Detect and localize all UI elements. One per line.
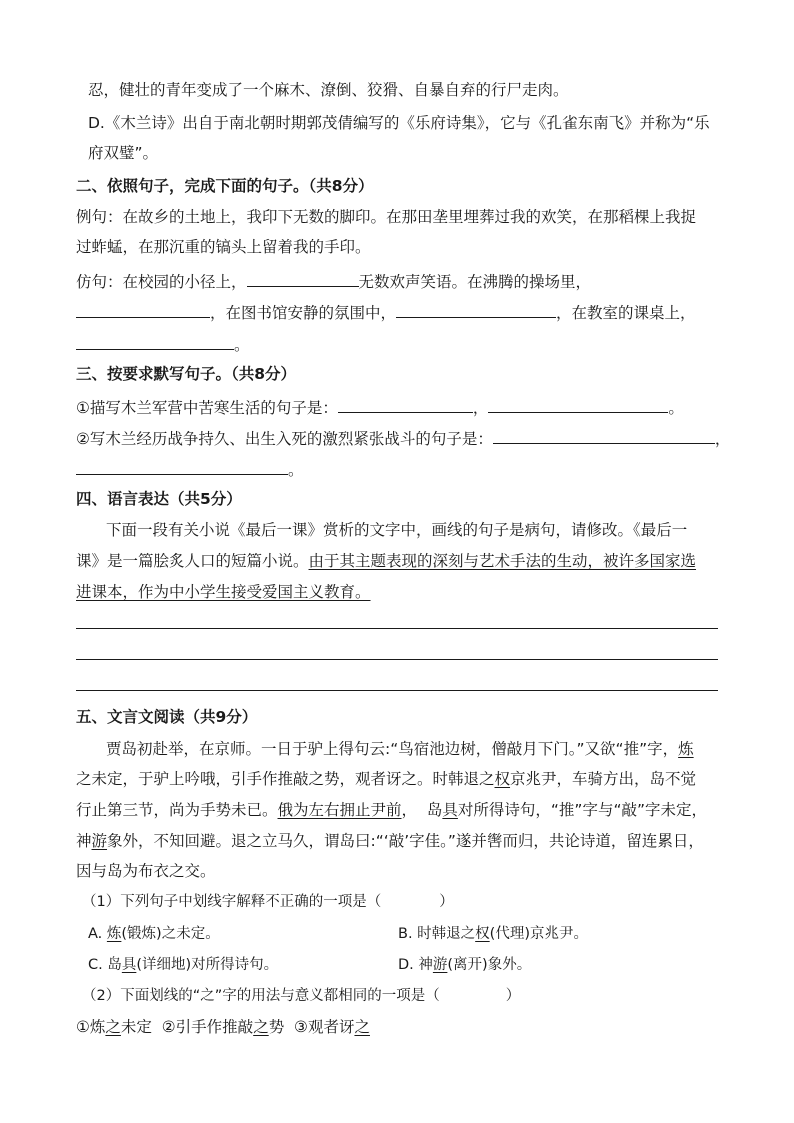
- recite-q1-blank-b[interactable]: [488, 396, 668, 413]
- recite-q2-end: 。: [288, 461, 304, 479]
- option-a: [88, 924, 220, 944]
- item-3-zhi: 之: [354, 1018, 370, 1036]
- question-1-text: （1）下列句子中划线字解释不正确的一项是（: [82, 894, 382, 910]
- underlined-char-quan: 权: [494, 770, 511, 788]
- question-2-items: [76, 1017, 370, 1037]
- classical-text-l3e: 对所得诗句，“推”字与“敲”字未定，: [457, 801, 708, 819]
- answer-blank-2[interactable]: [76, 301, 210, 318]
- underlined-phrase: 俄为左右拥止尹前: [277, 801, 402, 819]
- answer-line-3[interactable]: [76, 690, 718, 691]
- option-c-char: 具: [121, 957, 137, 973]
- imitation-text-a: 仿句：在校园的小径上，: [76, 273, 247, 291]
- classical-text-line1: [106, 739, 694, 759]
- question-2-close: ）: [505, 988, 521, 1004]
- recite-q2-blank-b[interactable]: [76, 458, 288, 475]
- underlined-char-you: 游: [91, 832, 108, 850]
- option-c: [88, 955, 278, 975]
- classical-text-l4c: 象外，不知回避。退之立马久，谓岛曰:“‘敲’字佳。”遂并辔而归，共论诗道，留连累日，: [107, 832, 704, 850]
- sec1-continued-line: 忍，健壮的青年变成了一个麻木、潦倒、狡猾、自暴自弃的行尸走肉。: [88, 81, 569, 99]
- classical-text-l2a: 之未定，于驴上吟哦，引手作推敲之势，观者讶之。时韩退之: [76, 770, 495, 788]
- answer-blank-4[interactable]: [76, 333, 234, 350]
- answer-blank-3[interactable]: [396, 301, 556, 318]
- option-a-text: (锻炼)之未定。: [121, 926, 220, 942]
- faulty-sentence-part2: 进课本，作为中小学生接受爱国主义教育。: [76, 583, 371, 601]
- classical-text-line2: [76, 769, 696, 789]
- classical-text-line3: [76, 800, 707, 820]
- option-d-line2: 府双璧”。: [88, 144, 159, 162]
- question-1-close: ）: [439, 894, 454, 910]
- option-c-text: (详细地)对所得诗句。: [136, 957, 279, 973]
- expression-para-line2: [76, 551, 696, 571]
- item-2-a: 未定 ②引手作推敲: [120, 1018, 254, 1036]
- item-2-zhi: 之: [253, 1018, 269, 1036]
- option-b-text: (代理)京兆尹。: [489, 926, 588, 942]
- imitation-line3: [76, 333, 250, 355]
- section-4-heading: 四、语言表达（共5分）: [76, 490, 242, 508]
- recite-q2-blank-a[interactable]: [493, 427, 715, 444]
- item-1-a: ①炼: [76, 1018, 106, 1036]
- expression-plain-text: 课》是一篇脍炙人口的短篇小说。: [76, 552, 309, 570]
- option-c-label: C. 岛: [88, 957, 122, 973]
- imitation-text-d: ，在教室的课桌上，: [556, 304, 696, 322]
- option-d: [398, 955, 531, 975]
- question-2-text: （2）下面划线的“之”字的用法与意义都相同的一项是（: [82, 988, 440, 1004]
- recite-q1-sep: ，: [472, 399, 489, 417]
- example-line2: 过蚱蜢，在那沉重的镐头上留着我的手印。: [76, 238, 371, 256]
- recite-q1-blank-a[interactable]: [338, 396, 473, 413]
- imitation-line2: [76, 301, 696, 323]
- classical-text-l3c: ， 岛: [401, 801, 443, 819]
- option-d-char: 游: [432, 957, 448, 973]
- faulty-sentence-part1: 由于其主题表现的深刻与艺术手法的生动，被许多国家选: [308, 552, 697, 570]
- item-3-a: 势 ③观者讶: [268, 1018, 355, 1036]
- classical-text-line4: [76, 831, 704, 851]
- recite-q2-sep: ，: [714, 430, 731, 448]
- option-a-label: A.: [88, 926, 107, 942]
- underlined-char-lian: 炼: [678, 740, 694, 758]
- section-5-heading: 五、文言文阅读（共9分）: [76, 708, 258, 726]
- underlined-char-ju: 具: [442, 801, 458, 819]
- recite-q2: [76, 427, 730, 449]
- option-b-char: 权: [475, 926, 490, 942]
- option-b-label: B. 时韩退之: [398, 926, 476, 942]
- answer-line-2[interactable]: [76, 659, 718, 660]
- example-line1: 例句：在故乡的土地上，我印下无数的脚印。在那田垄里埋葬过我的欢笑，在那稻棵上我捉: [76, 208, 697, 226]
- answer-blank-1[interactable]: [247, 270, 359, 287]
- answer-line-1[interactable]: [76, 628, 718, 629]
- section-2-heading: 二、依照句子，完成下面的句子。（共8分）: [76, 177, 374, 195]
- imitation-text-b: 无数欢声笑语。在沸腾的操场里，: [358, 273, 592, 291]
- imitation-line1: [76, 270, 591, 292]
- option-d-label: D. 神: [398, 957, 433, 973]
- recite-q1-end: 。: [668, 399, 684, 417]
- option-d-text: (离开)象外。: [447, 957, 532, 973]
- classical-text-l2c: 京兆尹，车骑方出，岛不觉: [510, 770, 697, 788]
- classical-text-l4a: 神: [76, 832, 92, 850]
- classical-text-line5: 因与岛为布衣之交。: [76, 862, 216, 880]
- option-a-char: 炼: [106, 926, 122, 942]
- question-1: [82, 892, 454, 912]
- recite-q2-cont: [76, 458, 304, 480]
- imitation-text-e: 。: [234, 336, 250, 354]
- item-1-zhi: 之: [105, 1018, 121, 1036]
- classical-text-l3a: 行止第三节，尚为手势未已。: [76, 801, 278, 819]
- section-3-heading: 三、按要求默写句子。（共8分）: [76, 365, 297, 383]
- expression-para-line1: 下面一段有关小说《最后一课》赏析的文字中，画线的句子是病句，请修改。《最后一: [106, 521, 688, 539]
- recite-q1-prompt: ①描写木兰军营中苦寒生活的句子是：: [76, 399, 338, 417]
- imitation-text-c: ，在图书馆安静的氛围中，: [210, 304, 397, 322]
- option-d-line1: D.《木兰诗》出自于南北朝时期郭茂倩编写的《乐府诗集》，它与《孔雀东南飞》并称为“乐: [88, 114, 710, 132]
- classical-text-l1a: 贾岛初赴举，在京师。一日于驴上得句云:“鸟宿池边树，僧敲月下门。”又欲“推”字，: [106, 740, 679, 758]
- question-2: [82, 986, 520, 1006]
- recite-q1: [76, 396, 684, 418]
- recite-q2-prompt: ②写木兰经历战争持久、出生入死的激烈紧张战斗的句子是：: [76, 430, 493, 448]
- option-b: [398, 924, 588, 944]
